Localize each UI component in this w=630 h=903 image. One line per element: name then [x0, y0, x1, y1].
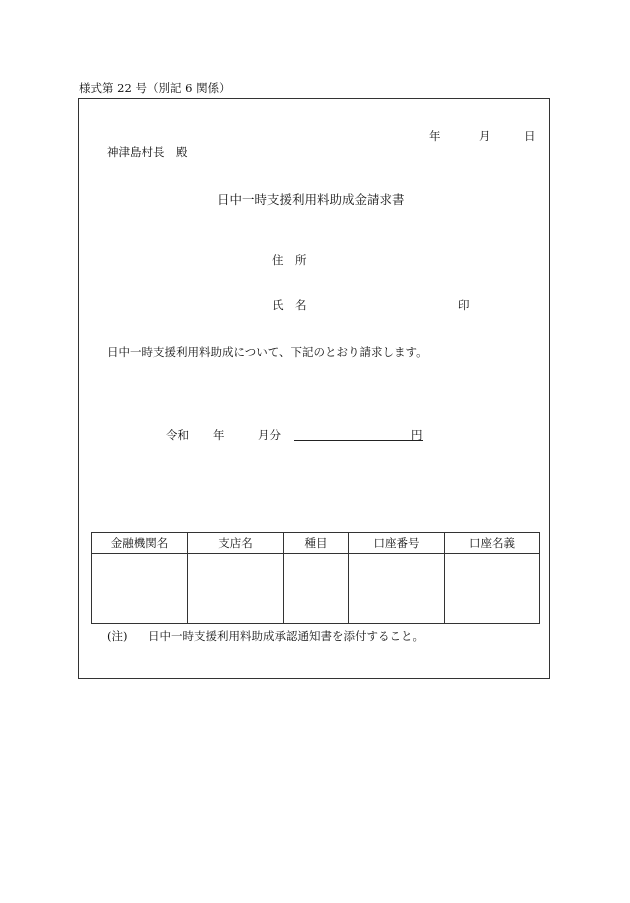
- table-header-row: [92, 533, 540, 554]
- name-label: 氏 名: [272, 298, 307, 312]
- form-number: 様式第 22 号（別記 6 関係）: [79, 81, 231, 95]
- account-holder-cell[interactable]: [445, 554, 540, 624]
- addressee: 神津島村長 殿: [107, 145, 188, 159]
- account-type-cell[interactable]: [284, 554, 349, 624]
- header-bank-name: 金融機関名: [92, 533, 188, 554]
- amount-month-label: 月分: [258, 428, 281, 442]
- amount-year-label: 年: [213, 428, 225, 442]
- date-year-label: 年: [429, 129, 441, 143]
- date-month-label: 月: [479, 129, 491, 143]
- bank-account-table: [91, 532, 540, 624]
- seal-label: 印: [458, 298, 470, 312]
- document-title: 日中一時支援利用料助成金請求書: [217, 192, 405, 207]
- header-account-number: 口座番号: [349, 533, 445, 554]
- account-number-cell[interactable]: [349, 554, 445, 624]
- note-text: 日中一時支援利用料助成承認通知書を添付すること。: [148, 629, 424, 643]
- header-account-type: 種目: [284, 533, 349, 554]
- table-row: [92, 554, 540, 624]
- request-statement: 日中一時支援利用料助成について、下記のとおり請求します。: [107, 345, 428, 359]
- header-account-holder: 口座名義: [445, 533, 540, 554]
- branch-name-cell[interactable]: [188, 554, 284, 624]
- bank-name-cell[interactable]: [92, 554, 188, 624]
- header-branch-name: 支店名: [188, 533, 284, 554]
- date-day-label: 日: [524, 129, 536, 143]
- note-label: (注): [107, 629, 128, 643]
- amount-era-label: 令和: [166, 428, 189, 442]
- amount-unit-label: 円: [411, 428, 423, 442]
- address-label: 住 所: [272, 253, 307, 267]
- amount-field[interactable]: [294, 440, 423, 441]
